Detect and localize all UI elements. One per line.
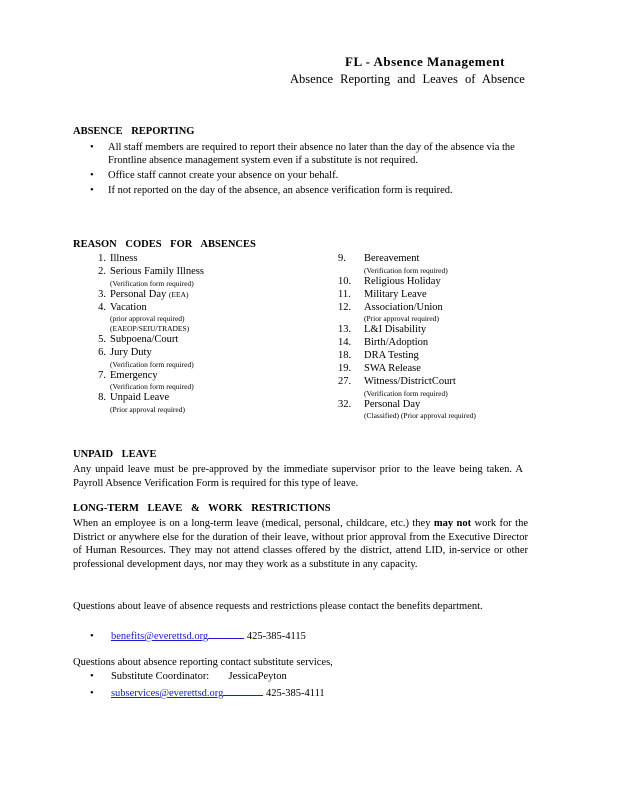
page-subtitle: Absence Reporting and Leaves of Absence	[290, 72, 525, 86]
code-number: 13.	[338, 324, 352, 335]
bullet-text: If not reported on the day of the absence, an absence verification form is required.	[108, 185, 453, 196]
benefits-contact	[90, 628, 306, 644]
coordinator-label: Substitute Coordinator:	[110, 671, 210, 682]
code-note: (Verification form required)	[110, 359, 194, 369]
bullet-icon: •	[90, 142, 94, 153]
code-label: Vacation	[110, 301, 147, 313]
reason-code-row	[338, 363, 538, 376]
code-note: (Classified) (Prior approval required)	[364, 411, 476, 420]
list-item	[73, 184, 533, 197]
coordinator-name: JessicaPeyton	[228, 671, 287, 682]
reason-code-row	[338, 376, 538, 399]
list-item	[73, 141, 533, 167]
reason-code-row	[338, 253, 538, 276]
code-number: 5.	[98, 334, 106, 345]
bullet-text: Office staff cannot create your absence on your behalf.	[108, 170, 339, 181]
reason-code-row	[88, 370, 288, 393]
reason-code-row	[338, 350, 538, 363]
code-number: 19.	[338, 363, 352, 374]
reason-code-row	[338, 302, 538, 325]
reason-code-row	[88, 392, 288, 415]
reason-code-row	[88, 266, 288, 289]
subservices-email-link[interactable]: subservices@everettsd.org	[110, 688, 224, 699]
code-number: 14.	[338, 337, 352, 348]
code-note: (prior approval required) (EAEOP/SEIU/TRADES)	[110, 314, 190, 333]
reason-code-row	[88, 253, 288, 266]
code-note: (Verification form required)	[110, 382, 194, 391]
code-number: 12.	[338, 301, 352, 313]
code-label: DRA Testing	[364, 350, 419, 361]
bullet-icon: •	[90, 185, 94, 196]
bullet-icon: •	[90, 671, 94, 682]
absence-reporting-section	[73, 141, 533, 199]
reason-code-row	[88, 334, 288, 347]
benefits-phone: 425-385-4115	[246, 631, 306, 642]
code-label: Bereavement	[364, 253, 420, 264]
long-term-emphasis: may not	[433, 518, 472, 529]
list-item	[73, 169, 533, 182]
code-label: Association/Union	[364, 301, 443, 313]
code-number: 4.	[98, 301, 106, 313]
questions-absence-text: Questions about absence reporting contact substitute services,	[73, 657, 333, 668]
reason-code-row	[88, 302, 288, 335]
long-term-heading: LONG-TERM LEAVE & WORK RESTRICTIONS	[73, 503, 331, 514]
reason-code-row	[88, 347, 288, 370]
reason-code-row	[338, 324, 538, 337]
code-note: (Verification form required)	[110, 278, 194, 288]
code-number: 6.	[98, 347, 106, 358]
code-label: L&I Disability	[364, 324, 427, 335]
code-number: 1.	[98, 253, 106, 264]
code-note: (Prior approval required)	[364, 314, 439, 323]
code-label: Birth/Adoption	[364, 337, 429, 348]
coordinator-line	[90, 670, 287, 684]
benefits-email-link[interactable]: benefits@everettsd.org	[110, 631, 209, 642]
code-number: 7.	[98, 369, 106, 381]
questions-leave-text: Questions about leave of absence requests and restrictions please contact the benefits department.	[73, 601, 483, 612]
code-number: 9.	[338, 253, 346, 264]
code-label: Personal Day	[364, 398, 421, 410]
page-title: FL - Absence Management	[345, 54, 505, 69]
long-term-text-c: work for the District or anywhere else for the duration of their leave, without prior approval from the Executive Director of Human Resources. They may not attend classes offered by the district, attend LID, in-service or other professional development days, nor may they work as a substitute in any capacity.	[73, 518, 528, 570]
code-note: (Verification form required)	[364, 388, 448, 398]
bullet-icon: •	[90, 631, 94, 642]
code-label: Witness/DistrictCourt	[364, 376, 456, 387]
bullet-icon: •	[90, 170, 94, 181]
reason-code-row	[338, 289, 538, 302]
reason-codes-right	[338, 253, 538, 421]
subservices-phone: 425-385-4111	[265, 688, 325, 699]
bullet-text: All staff members are required to report their absence no later than the day of the absence via the Frontline absence management system even if a substitute is not required.	[108, 142, 515, 166]
code-number: 3.	[98, 288, 106, 300]
long-term-text-a: When an employee is on a long-term leave (medical, personal, childcare, etc.) they	[73, 518, 434, 529]
reason-code-row	[338, 276, 538, 289]
reason-code-row	[88, 289, 288, 302]
code-note: (Prior approval required)	[110, 404, 185, 414]
unpaid-leave-heading: UNPAID LEAVE	[73, 449, 157, 460]
code-label: Serious Family Illness	[110, 266, 204, 277]
long-term-text	[73, 517, 528, 571]
unpaid-leave-text: Any unpaid leave must be pre-approved by the immediate supervisor prior to the leave being taken. A Payroll Absence Verification Form is required for this type of leave.	[73, 464, 523, 489]
code-number: 8.	[98, 392, 106, 403]
code-note: (EEA)	[168, 289, 189, 299]
code-number: 10.	[338, 275, 352, 287]
reason-codes-heading: REASON CODES FOR ABSENCES	[73, 239, 256, 250]
code-label: SWA Release	[364, 363, 421, 374]
code-number: 32.	[338, 398, 352, 410]
code-label: Personal Day	[110, 288, 167, 300]
code-label: Emergency	[110, 369, 158, 381]
code-number: 18.	[338, 350, 352, 361]
code-label: Unpaid Leave	[110, 392, 170, 403]
code-label: Subpoena/Court	[110, 334, 179, 345]
code-label: Jury Duty	[110, 347, 152, 358]
code-note: (Verification form required)	[364, 265, 448, 275]
reason-codes-left	[88, 253, 288, 415]
code-label: Military Leave	[364, 288, 427, 300]
code-label: Illness	[110, 253, 138, 264]
bullet-icon: •	[90, 688, 94, 699]
code-number: 27.	[338, 376, 352, 387]
code-number: 2.	[98, 266, 106, 277]
code-number: 11.	[338, 288, 351, 300]
code-label: Religious Holiday	[364, 275, 441, 287]
subservices-contact	[90, 685, 325, 701]
reason-code-row	[338, 399, 538, 422]
absence-reporting-heading: ABSENCE REPORTING	[73, 126, 195, 137]
reason-code-row	[338, 337, 538, 350]
